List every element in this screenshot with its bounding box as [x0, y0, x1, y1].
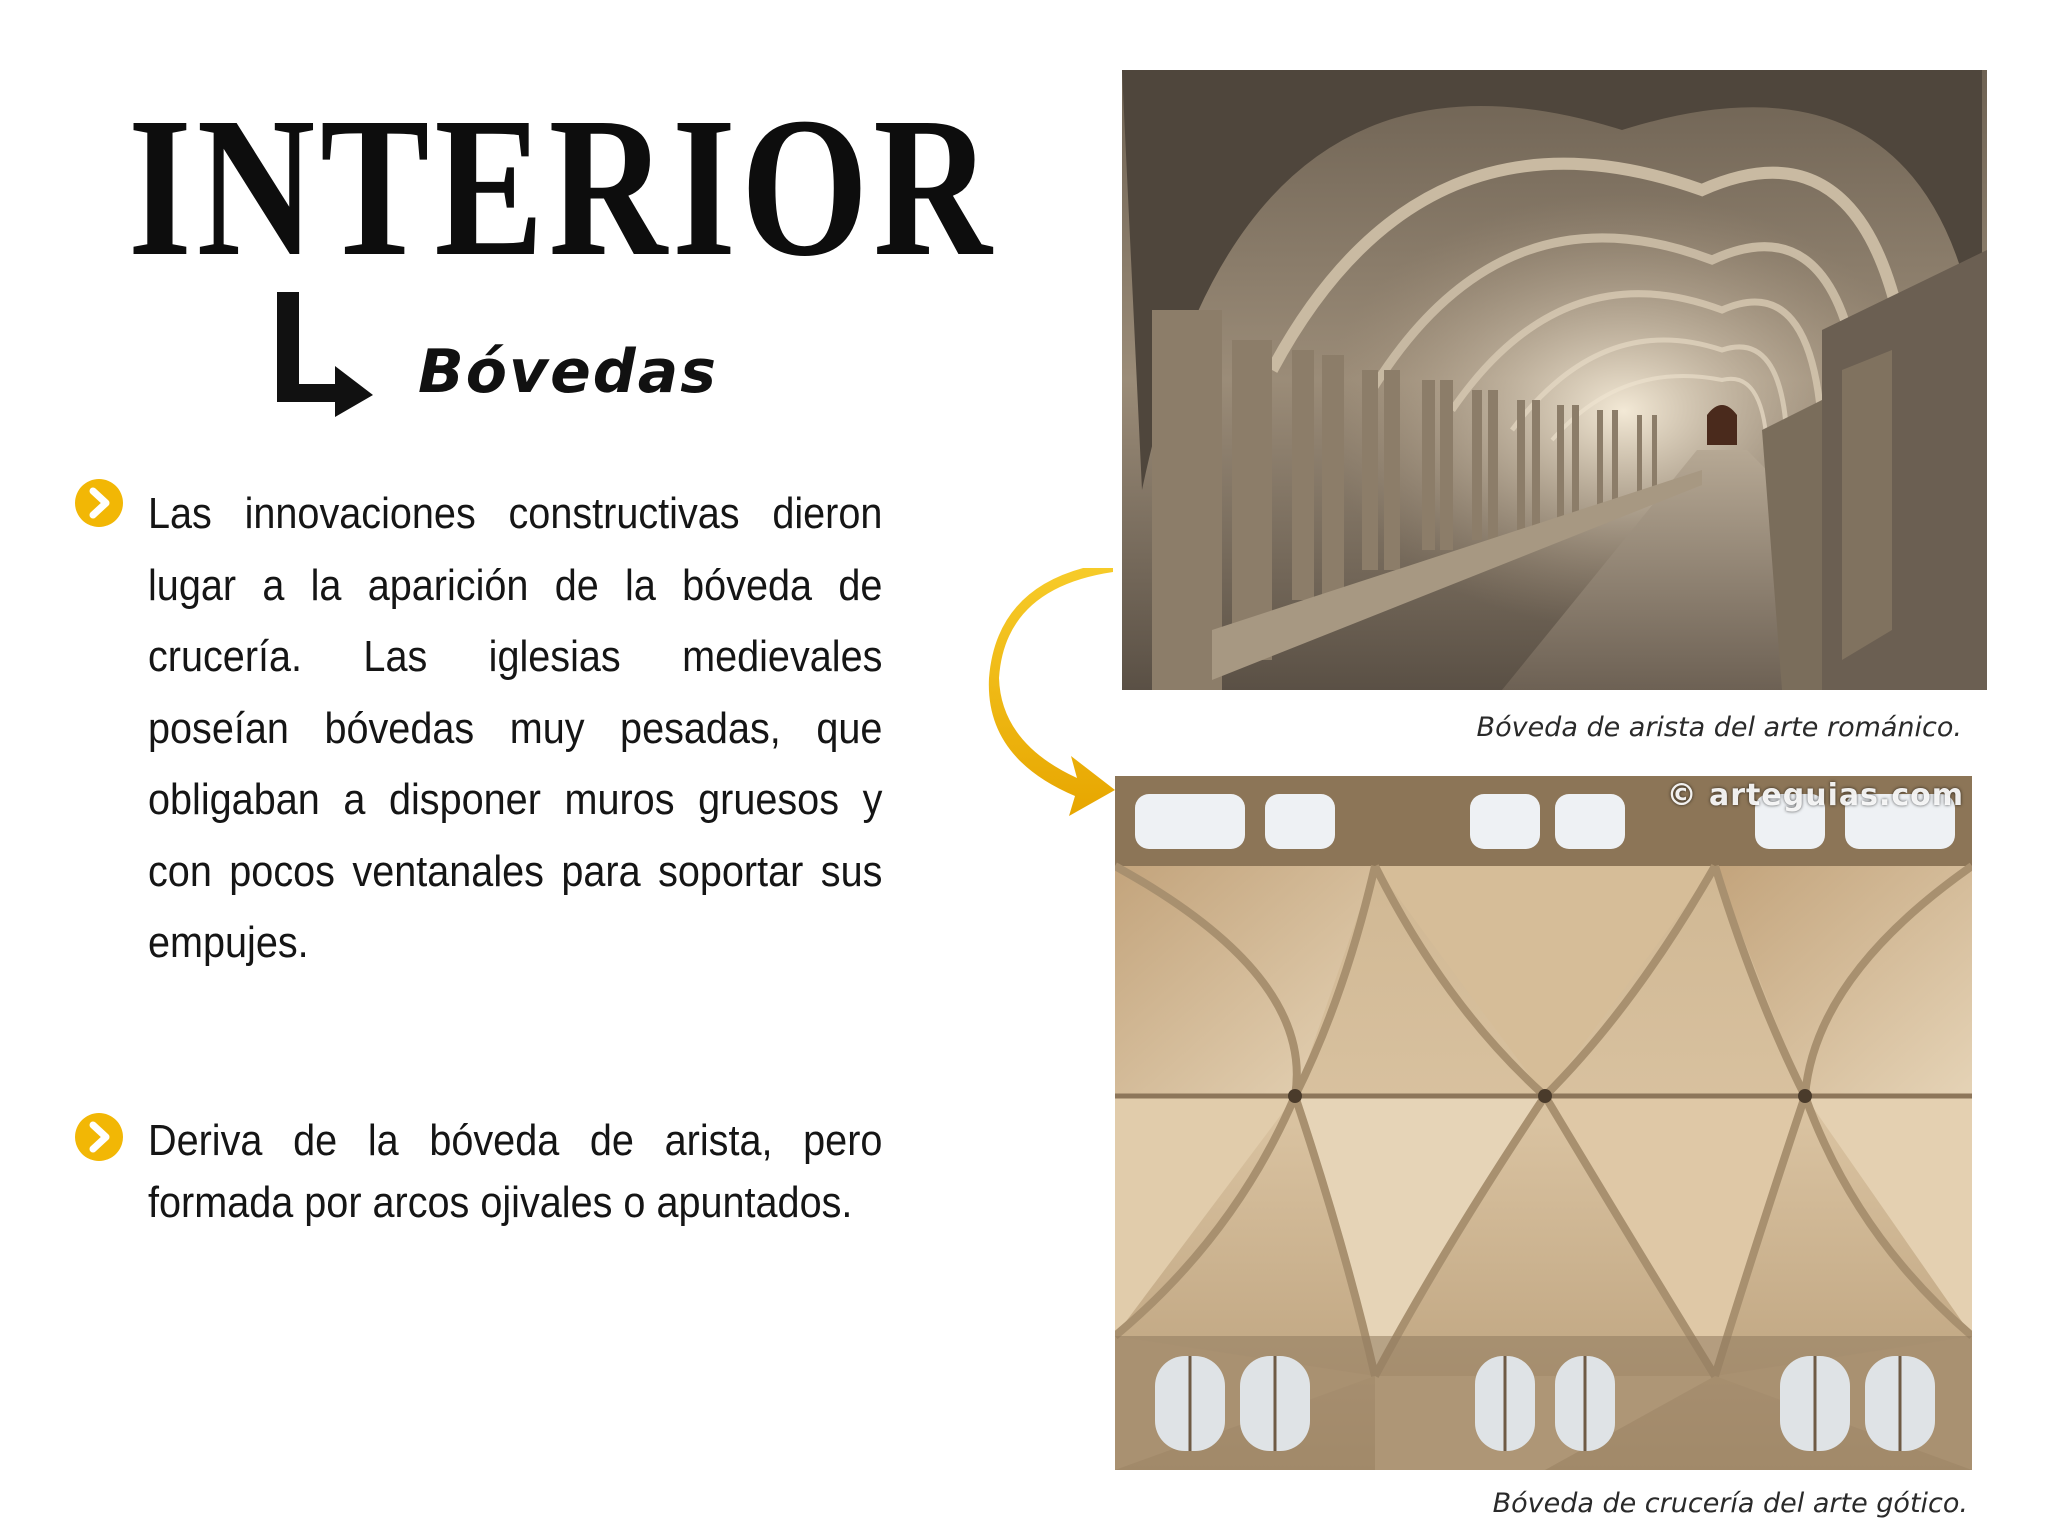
bullet-paragraph-2: Deriva de la bóveda de arista, pero formada por arcos ojivales o apuntados.	[148, 1116, 883, 1227]
page-title: INTERIOR	[128, 77, 997, 298]
curved-arrow-icon	[985, 568, 1115, 818]
bullet-paragraph-1: Las innovaciones constructivas dieron lugar a la aparición de la bóveda de crucería. Las iglesias medievales poseían bóvedas muy pesadas, que obligaban a disponer muros gruesos y con pocos ventanales para soportar sus empujes.	[148, 489, 883, 967]
gothic-vault-photo	[1115, 776, 1972, 1470]
chevron-right-circle-icon	[74, 478, 124, 528]
romanesque-caption: Bóveda de arista del arte románico.	[1476, 712, 1962, 743]
section-subtitle: Bóvedas	[418, 337, 718, 407]
chevron-right-circle-icon	[74, 1112, 124, 1162]
romanesque-vault-photo	[1122, 70, 1987, 690]
watermark-label: © arteguias.com	[1666, 778, 1964, 813]
elbow-arrow-icon	[275, 292, 375, 417]
gothic-caption: Bóveda de crucería del arte gótico.	[1492, 1488, 1968, 1519]
